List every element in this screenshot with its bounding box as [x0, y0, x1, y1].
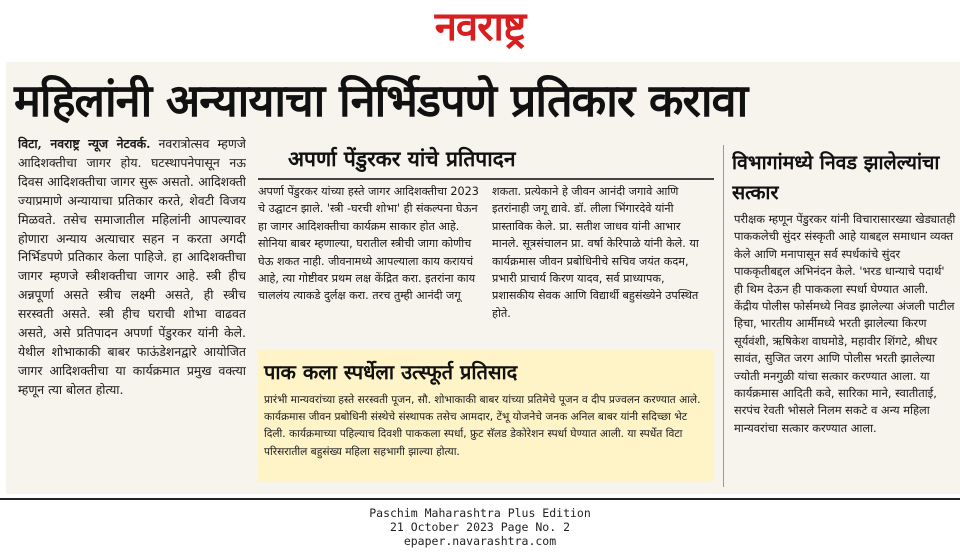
right-section-heading	[732, 148, 954, 210]
right-section-heading-text: विभागांमध्ये निवड झालेल्यांचा सत्कार	[732, 151, 940, 204]
article-subheading: अपर्णा पेंडुरकर यांचे प्रतिपादन	[288, 147, 516, 171]
masthead	[0, 2, 960, 52]
dateline: विटा, नवराष्ट्र न्यूज नेटवर्क.	[18, 136, 151, 151]
article-column-3: शकता. प्रत्येकाने हे जीवन आनंदी जगावे आणि इतरांनाही जगू द्यावे. डॉ. लीला भिंगारदेवे यांनी प्रास्ताविक केले. प्रा. सतीश जाधव यांनी आभार मानले. सूत्रसंचालन प्रा. वर्षा केरिपाळे यांनी केले. या कार्यक्रमास जीवन प्रबोधिनीचे सचिव जयंत कदम, प्रभारी प्राचार्य किरण यादव, सर्व प्राध्यापक, प्रशासकीय सेवक आणि विद्यार्थी बहुसंख्येने उपस्थित होते.	[492, 185, 699, 320]
newspaper-logo: नवराष्ट्र	[434, 4, 526, 50]
column-1-body: नवरात्रोत्सव म्हणजे आदिशक्तीचा जागर होय. घटस्थापनेपासून नऊ दिवस आदिशक्तीचा जागर सुरू असतो. आदिशक्ती ज्याप्रमाणे अन्यायाचा प्रतिकार करते, शेवटी विजय मिळवते. तसेच समाजातील महिलांनी आपल्यावर होणारा अन्याय अत्याचार सहन न करता अगदी निर्भिडपणे प्रतिकार केला पाहिजे. हा आदिशक्तीचा जागर म्हणजे स्त्रीशक्तीचा जागर आहे. स्त्री हीच अन्नपूर्णा असते स्त्रीच लक्ष्मी असते, ही स्त्रीच सरस्वती असते. स्त्री हीच घराची शोभा वाढवत असते, असे प्रतिपादन अपर्णा पेंडुरकर यांनी केले. येथील शोभाकाकी बाबर फाऊंडेशनद्वारे आयोजित जागर आदिशक्तीचा या कार्यक्रमात प्रमुख वक्त्या म्हणून त्या बोलत होत्या.	[18, 136, 246, 397]
edition-name: Paschim Maharashtra Plus Edition	[369, 506, 591, 520]
edition-date-page: 21 October 2023 Page No. 2	[389, 520, 570, 534]
subheading-divider	[258, 178, 714, 180]
article-column-1	[18, 135, 246, 493]
edition-website-link[interactable]: epaper.navarashtra.com	[403, 534, 557, 548]
article-column-2: अपर्णा पेंडुरकर यांच्या हस्ते जागर आदिशक्तीचा 2023 चे उद्घाटन झाले. 'स्त्री -घरची शोभा' ही संकल्पना घेऊन हा जागर आदिशक्तीचा कार्यक्रम साकार होत आहे. सोनिया बाबर म्हणाल्या, घरातील स्त्रीची जागा कोणीच घेऊ शकत नाही. जीवनामध्ये आपल्याला काय करायचं आहे, त्या गोष्टीवर प्रथम लक्ष केंद्रित करा. इतरांना काय चाललंय त्याकडे दुर्लक्ष करा. तरच तुम्ही आनंदी जगू	[258, 185, 479, 303]
column-divider	[723, 145, 724, 487]
article-headline: महिलांनी अन्यायाचा निर्भिडपणे प्रतिकार करावा	[14, 74, 748, 127]
edition-footer	[0, 506, 960, 548]
highlight-box-heading: पाक कला स्पर्धेला उत्स्फूर्त प्रतिसाद	[264, 360, 518, 384]
right-section-body: परीक्षक म्हणून पेंडुरकर यांनी विचारासारख्या खेड्यातही पाककलेची सुंदर संस्कृती आहे याबद्दल समाधान व्यक्त केले आणि मनापासून सर्व स्पर्धकांचे सुंदर पाककृतीबद्दल अभिनंदन केले. 'भरड धान्याचे पदार्थ' ही थिम देऊन ही पाककला स्पर्धा घेण्यात आली. केंद्रीय पोलीस फोर्समध्ये निवड झालेल्या अंजली पाटील हिचा, भारतीय आर्मीमध्ये भरती झालेल्या किरण सूर्यवंशी, ऋषिकेश वाघमोडे, महावीर शिंगटे, श्रीधर सावंत, सुजित जरग आणि पोलीस भरती झालेल्या ज्योती मनगुळी यांचा सत्कार करण्यात आला. या कार्यक्रमास आदिती कवे, सारिका माने, स्वातीताई, सरपंच रेवती भोसले निलम सकटे व अन्य महिला मान्यवरांचा सत्कार करण्यात आला.	[734, 212, 956, 435]
footer-divider	[0, 498, 960, 500]
highlight-box-body: प्रारंभी मान्यवरांच्या हस्ते सरस्वती पूजन, सौ. शोभाकाकी बाबर यांच्या प्रतिमेचे पूजन व दीप प्रज्वलन करण्यात आले. कार्यक्रमास जीवन प्रबोधिनी संस्थेचे संस्थापक तसेच आमदार, टेंभू योजनेचे जनक अनिल बाबर यांनी सदिच्छा भेट दिली. कार्यक्रमाच्या पहिल्याच दिवशी पाककला स्पर्धा, फ्रुट सॅलड डेकोरेशन स्पर्धा घेण्यात आली. या स्पर्धेत विटा परिसरातील बहुसंख्य महिला सहभागी झाल्या होत्या.	[264, 394, 701, 458]
